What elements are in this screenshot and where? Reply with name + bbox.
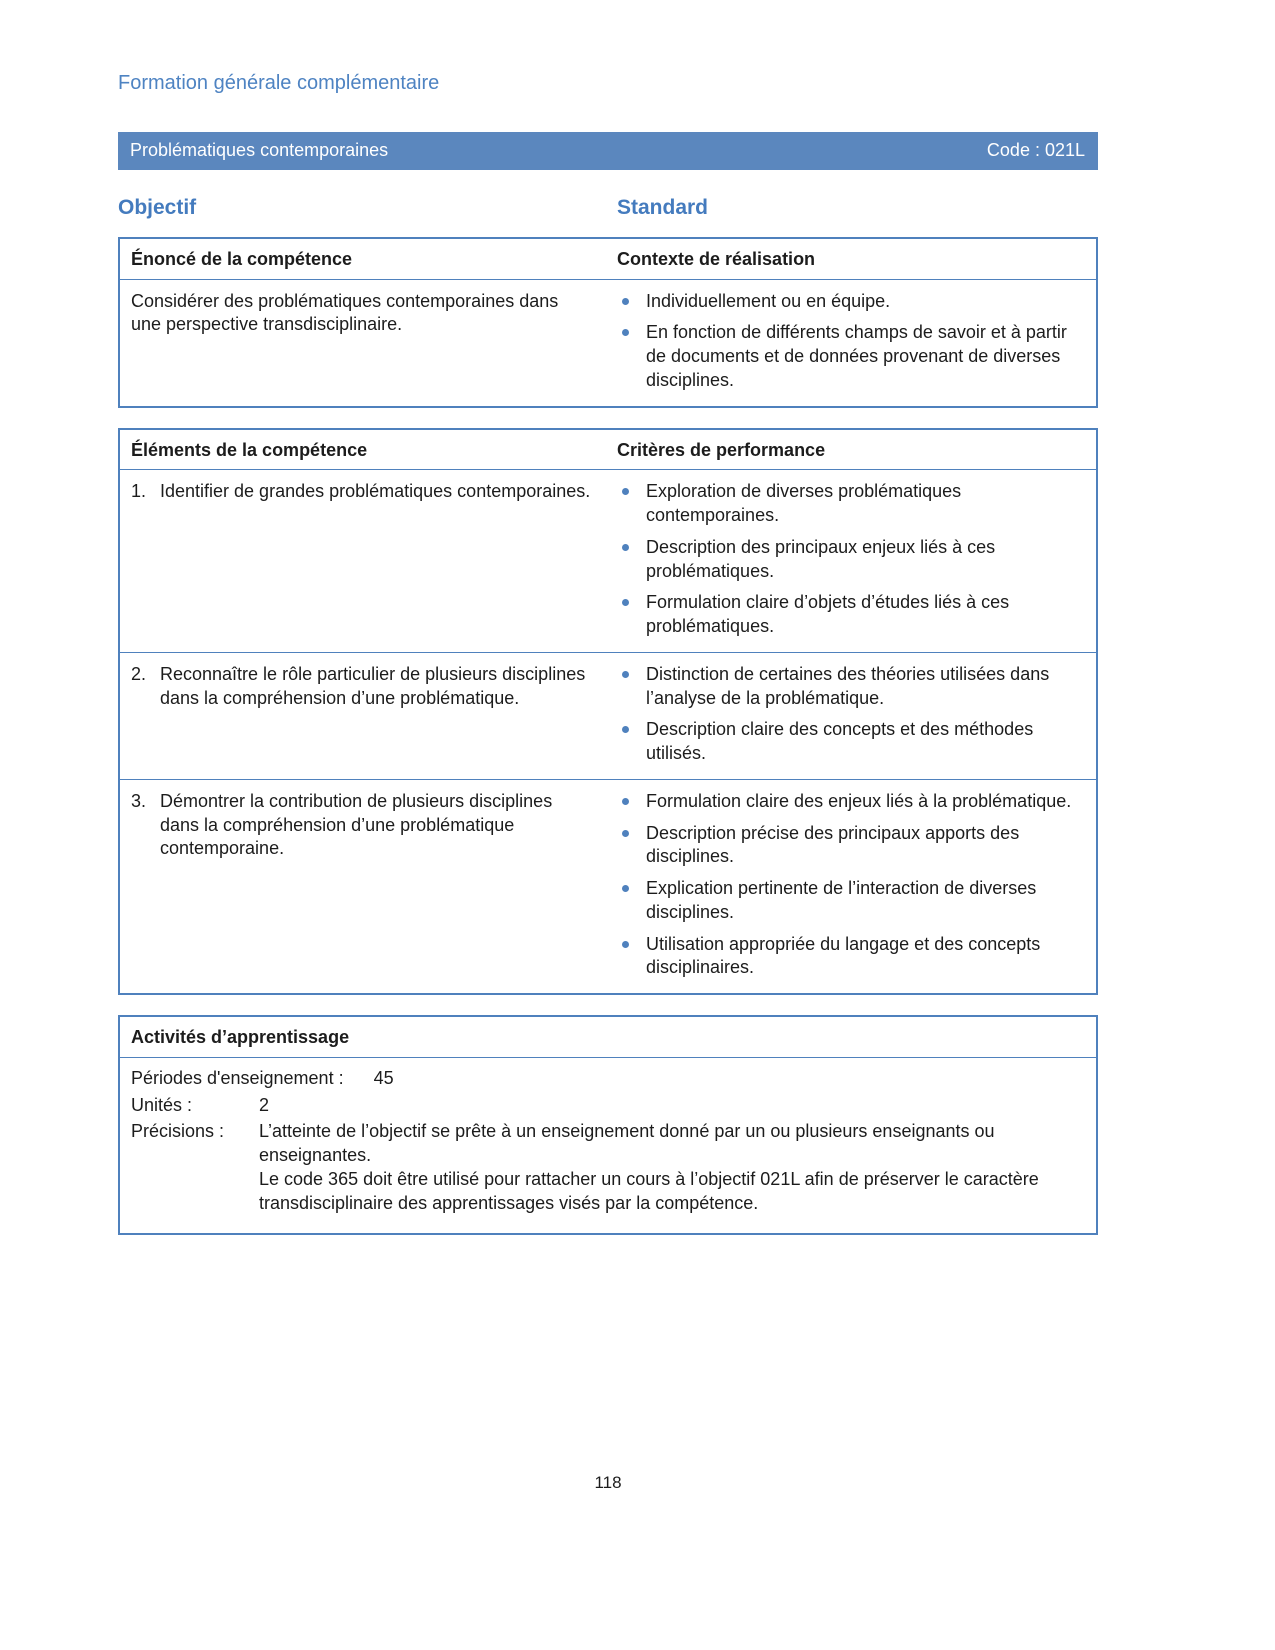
title-bar-code: Code : 021L [986,140,1085,161]
element-row [120,652,1096,779]
bullet-text: Formulation claire des enjeux liés à la problématique. [646,790,1072,811]
bullet-item [617,933,1084,981]
elements-box [118,428,1098,996]
bullet-dot-icon [622,544,629,551]
bullet-text: Explication pertinente de l’interaction de diverses disciplines. [646,878,1037,922]
bullet-item [617,536,1084,584]
section-label: Formation générale complémentaire [118,72,440,94]
bullet-item [617,822,1084,870]
bullet-text: Individuellement ou en équipe. [646,290,891,311]
element-text: Identifier de grandes problématiques contemporaines. [160,481,591,502]
elements-box-header [120,430,1096,471]
bullet-item [617,663,1084,711]
activity-row [131,1067,1084,1091]
element-cell [120,470,617,652]
enonce-text: Considérer des problématiques contemporaines dans une perspective transdisciplinaire. [131,290,559,335]
activity-value: 45 [373,1067,394,1088]
element-number: 2. [131,663,147,684]
bullet-dot-icon [622,798,629,805]
bullet-text: Utilisation appropriée du langage et des concepts disciplinaires. [646,933,1041,978]
bullet-dot-icon [622,885,629,892]
bullet-dot-icon [622,599,629,606]
bullet-text: Formulation claire d’objets d’études liés à ces problématiques. [646,592,1010,637]
bullet-text: Description précise des principaux apports des disciplines. [646,822,1020,867]
precision-line: Le code 365 doit être utilisé pour rattacher un cours à l’objectif 021L afin de préserver le caractère transdisciplinaire des apprentissages visés par la compétence. [259,1168,1039,1213]
competence-box [118,237,1098,408]
page-number: 118 [594,1473,622,1492]
activity-row [131,1120,1084,1215]
bullet-dot-icon [622,329,629,336]
bullet-item [617,321,1084,392]
title-bar [118,132,1098,170]
activities-body [120,1058,1096,1234]
criteria-list [617,470,1096,652]
bullet-text: Description des principaux enjeux liés à ces problématiques. [646,536,996,581]
contexte-bullet-list [617,280,1096,406]
bullet-item [617,480,1084,528]
title-bar-title: Problématiques contemporaines [130,140,389,161]
bullet-dot-icon [622,671,629,678]
criteria-list [617,653,1096,779]
criteres-header: Critères de performance [617,439,826,460]
activity-label: Unités : [131,1094,193,1115]
bullet-dot-icon [622,941,629,948]
objectif-heading: Objectif [118,196,197,220]
element-cell [120,780,617,993]
element-text: Démontrer la contribution de plusieurs disciplines dans la compréhension d’une problématique contemporaine. [160,790,553,859]
element-number: 1. [131,481,147,502]
precision-line: L’atteinte de l’objectif se prête à un enseignement donné par un ou plusieurs enseignants ou enseignantes. [259,1121,995,1166]
bullet-item [617,290,1084,314]
bullet-text: Exploration de diverses problématiques contemporaines. [646,481,962,526]
bullet-item [617,591,1084,639]
standard-heading: Standard [617,196,709,220]
page-content [118,0,1098,1235]
bullet-dot-icon [622,488,629,495]
element-cell [120,653,617,779]
activity-label: Périodes d'enseignement : [131,1067,344,1088]
contexte-header: Contexte de réalisation [617,248,816,269]
bullet-text: Description claire des concepts et des méthodes utilisés. [646,719,1034,764]
activities-box [118,1015,1098,1235]
element-text: Reconnaître le rôle particulier de plusieurs disciplines dans la compréhension d’une problématique. [160,663,586,708]
criteria-list [617,780,1096,993]
activity-value [259,1120,1084,1215]
competence-box-header [120,239,1096,280]
column-headings [118,194,1098,222]
bullet-item [617,877,1084,925]
activity-value: 2 [259,1094,270,1115]
bullet-dot-icon [622,298,629,305]
bullet-item [617,790,1084,814]
element-row [120,779,1096,993]
bullet-dot-icon [622,726,629,733]
competence-box-body [120,280,1096,406]
element-row [120,470,1096,652]
enonce-header: Énoncé de la compétence [131,248,353,269]
bullet-dot-icon [622,830,629,837]
activities-header: Activités d’apprentissage [120,1017,1096,1058]
bullet-text: En fonction de différents champs de savoir et à partir de documents et de données provenant de diverses disciplines. [646,322,1067,390]
bullet-text: Distinction de certaines des théories utilisées dans l’analyse de la problématique. [646,663,1050,708]
element-number: 3. [131,790,147,811]
activity-label: Précisions : [131,1121,225,1142]
elements-header: Éléments de la compétence [131,439,368,460]
bullet-item [617,718,1084,766]
activity-row [131,1094,1084,1118]
